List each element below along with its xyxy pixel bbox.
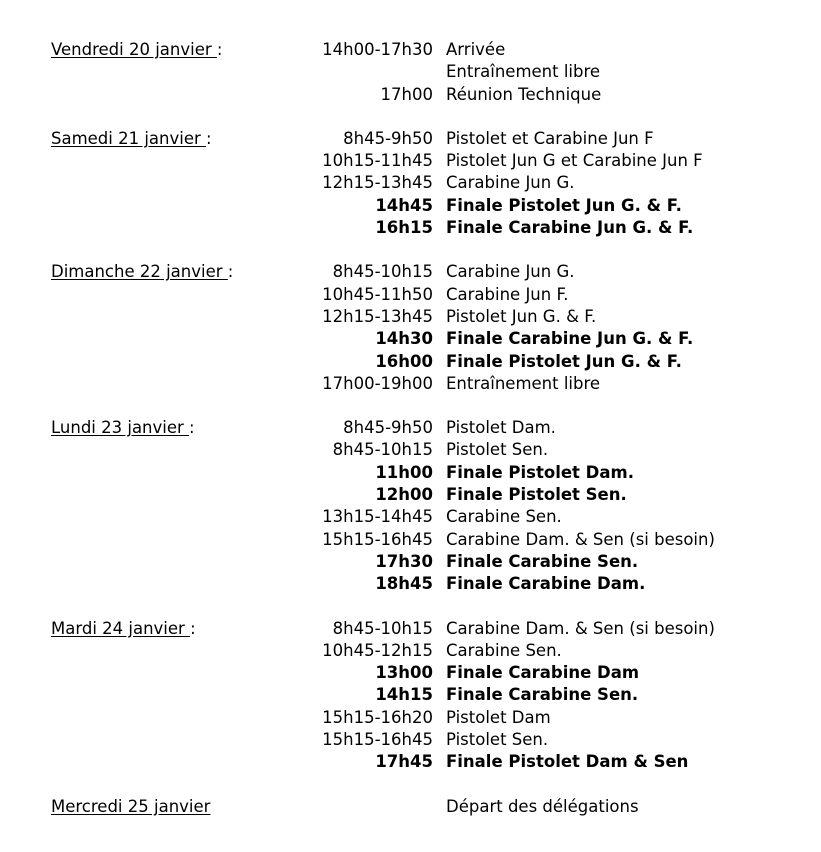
day-block [0,796,821,818]
day-block [0,128,821,239]
day-name: Mercredi 25 janvier [51,796,211,816]
event-time: 10h45-12h15 [322,640,433,660]
event-time: 8h45-10h15 [332,262,433,282]
schedule-row [0,84,821,106]
schedule-row [0,529,821,551]
event-time: 12h15-13h45 [322,306,433,326]
event-description: Carabine Sen. [446,507,562,527]
event-time: 12h00 [375,485,433,505]
schedule-row [0,417,821,439]
event-time: 10h15-11h45 [322,151,433,171]
event-time: 11h00 [375,462,433,482]
day-block [0,417,821,595]
event-description: Carabine Dam. & Sen (si besoin) [446,529,715,549]
event-time: 17h00-19h00 [322,373,433,393]
event-description: Pistolet Jun G et Carabine Jun F [446,151,703,171]
event-description: Carabine Dam. & Sen (si besoin) [446,618,715,638]
day-label [51,417,195,439]
day-block [0,39,821,106]
schedule [0,39,821,840]
day-label [51,128,212,150]
event-description: Finale Carabine Dam [446,663,640,683]
event-description: Entraînement libre [446,373,601,393]
event-description: Carabine Jun G. [446,173,575,193]
event-description: Arrivée [446,40,506,59]
schedule-row [0,150,821,172]
event-description: Départ des délégations [446,796,639,816]
event-time: 14h00-17h30 [322,40,433,59]
schedule-row [0,484,821,506]
event-time: 15h15-16h45 [322,529,433,549]
event-description: Finale Carabine Dam. [446,574,646,594]
event-time: 18h45 [375,574,433,594]
event-time: 17h30 [375,551,433,571]
event-description: Pistolet Dam. [446,418,556,438]
event-description: Finale Pistolet Dam & Sen [446,752,689,772]
event-description: Finale Carabine Jun G. & F. [446,218,694,238]
schedule-row [0,506,821,528]
event-time: 17h00 [380,84,433,104]
day-name: Dimanche 22 janvier [51,262,228,282]
schedule-row [0,61,821,83]
schedule-row [0,551,821,573]
event-time: 8h45-10h15 [332,618,433,638]
event-time: 17h45 [375,752,433,772]
event-time: 8h45-9h50 [343,128,433,148]
schedule-row [0,128,821,150]
event-description: Pistolet Sen. [446,440,549,460]
event-description: Finale Pistolet Jun G. & F. [446,195,682,215]
day-label-colon: : [206,128,212,148]
event-time: 10h45-11h50 [322,284,433,304]
day-label [51,261,233,283]
day-block [0,261,821,395]
schedule-row [0,573,821,595]
schedule-row [0,684,821,706]
day-name: Mardi 24 janvier [51,618,191,638]
event-time: 8h45-10h15 [332,440,433,460]
event-time: 13h00 [375,663,433,683]
schedule-row [0,462,821,484]
day-label-colon: : [216,40,223,59]
schedule-row [0,351,821,373]
schedule-row [0,707,821,729]
event-time: 14h15 [375,685,433,705]
event-time: 14h45 [375,195,433,215]
event-time: 16h15 [375,218,433,238]
schedule-row [0,217,821,239]
schedule-row [0,439,821,461]
day-name: Vendredi 20 janvier [51,40,217,59]
schedule-row [0,195,821,217]
day-label-colon: : [227,262,234,282]
day-name: Samedi 21 janvier [51,128,207,148]
schedule-row [0,261,821,283]
event-description: Entraînement libre [446,62,601,82]
event-description: Pistolet Jun G. & F. [446,306,597,326]
day-label [51,39,222,61]
event-time: 15h15-16h45 [322,730,433,750]
day-name: Lundi 23 janvier [51,418,190,438]
day-label-colon: : [189,418,195,438]
event-time: 16h00 [375,351,433,371]
event-description: Carabine Jun G. [446,262,575,282]
event-time: 13h15-14h45 [322,507,433,527]
event-description: Carabine Jun F. [446,284,569,304]
schedule-row [0,172,821,194]
day-label [51,618,196,640]
event-description: Finale Pistolet Sen. [446,485,627,505]
event-description: Pistolet Dam [446,707,551,727]
day-block [0,618,821,774]
event-description: Réunion Technique [446,84,602,104]
event-description: Finale Pistolet Dam. [446,462,634,482]
event-description: Finale Carabine Jun G. & F. [446,329,694,349]
schedule-row [0,662,821,684]
event-time: 14h30 [375,329,433,349]
schedule-row [0,306,821,328]
schedule-row [0,328,821,350]
schedule-row [0,640,821,662]
schedule-row [0,751,821,773]
schedule-row [0,373,821,395]
schedule-row [0,796,821,818]
event-description: Pistolet et Carabine Jun F [446,128,654,148]
event-time: 8h45-9h50 [343,418,433,438]
schedule-row [0,618,821,640]
event-description: Carabine Sen. [446,640,562,660]
event-description: Finale Carabine Sen. [446,685,639,705]
schedule-row [0,284,821,306]
schedule-row [0,39,821,61]
schedule-row [0,729,821,751]
event-description: Finale Carabine Sen. [446,551,639,571]
event-description: Pistolet Sen. [446,730,549,750]
event-time: 12h15-13h45 [322,173,433,193]
event-time: 15h15-16h20 [322,707,433,727]
day-label-colon: : [190,618,196,638]
day-label [51,796,210,818]
event-description: Finale Pistolet Jun G. & F. [446,351,682,371]
